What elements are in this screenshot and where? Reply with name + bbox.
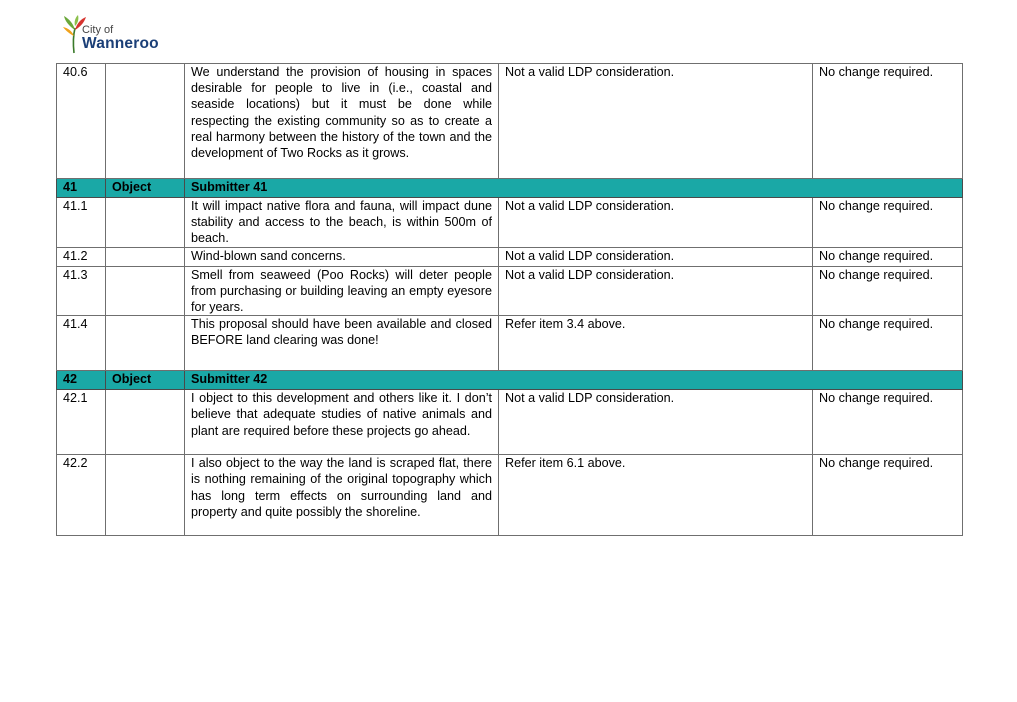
- item-comment: We understand the provision of housing in spaces desirable for people to live in (i.e., coastal and seaside locations) but it must be done while respecting the existing community so as to create a real harmony between the history of the town and the development of Two Rocks as it grows.: [185, 64, 499, 179]
- table-row: [57, 64, 963, 179]
- item-number: 41.3: [57, 266, 106, 316]
- item-outcome: No change required.: [813, 247, 963, 266]
- item-position: [106, 316, 185, 371]
- item-response: Not a valid LDP consideration.: [499, 390, 813, 455]
- item-number: 41.1: [57, 198, 106, 248]
- submitter-header-row: [57, 371, 963, 390]
- item-number: 42.2: [57, 455, 106, 536]
- city-of-wanneroo-logo: [62, 14, 172, 54]
- item-comment: I object to this development and others like it. I don’t believe that adequate studies of native animals and plant are required before these projects go ahead.: [185, 390, 499, 455]
- submitter-position: Object: [106, 371, 185, 390]
- submitter-position: Object: [106, 179, 185, 198]
- item-response: Not a valid LDP consideration.: [499, 247, 813, 266]
- item-comment: This proposal should have been available and closed BEFORE land clearing was done!: [185, 316, 499, 371]
- item-number: 41.2: [57, 247, 106, 266]
- submissions-table-body: [57, 64, 963, 536]
- item-comment: It will impact native flora and fauna, will impact dune stability and access to the beach, is within 500m of beach.: [185, 198, 499, 248]
- submitter-number: 42: [57, 371, 106, 390]
- item-response: Refer item 3.4 above.: [499, 316, 813, 371]
- item-number: 41.4: [57, 316, 106, 371]
- table-row: [57, 390, 963, 455]
- item-position: [106, 247, 185, 266]
- table-row: [57, 455, 963, 536]
- item-outcome: No change required.: [813, 64, 963, 179]
- table-row: [57, 316, 963, 371]
- table-row: [57, 247, 963, 266]
- item-outcome: No change required.: [813, 316, 963, 371]
- item-comment: I also object to the way the land is scraped flat, there is nothing remaining of the original topography which has long term effects on surrounding land and property and quite possibly the shoreline.: [185, 455, 499, 536]
- item-outcome: No change required.: [813, 198, 963, 248]
- item-position: [106, 455, 185, 536]
- item-response: Not a valid LDP consideration.: [499, 198, 813, 248]
- item-position: [106, 266, 185, 316]
- table-row: [57, 198, 963, 248]
- item-comment: Wind-blown sand concerns.: [185, 247, 499, 266]
- item-response: Refer item 6.1 above.: [499, 455, 813, 536]
- item-number: 40.6: [57, 64, 106, 179]
- submitter-title: Submitter 42: [185, 371, 963, 390]
- item-response: Not a valid LDP consideration.: [499, 266, 813, 316]
- submitter-number: 41: [57, 179, 106, 198]
- item-comment: Smell from seaweed (Poo Rocks) will deter people from purchasing or building leaving an empty eyesore for years.: [185, 266, 499, 316]
- submitter-title: Submitter 41: [185, 179, 963, 198]
- item-position: [106, 64, 185, 179]
- item-outcome: No change required.: [813, 390, 963, 455]
- table-row: [57, 266, 963, 316]
- item-position: [106, 390, 185, 455]
- submitter-header-row: [57, 179, 963, 198]
- logo-name-text: Wanneroo: [82, 35, 159, 52]
- item-outcome: No change required.: [813, 266, 963, 316]
- item-response: Not a valid LDP consideration.: [499, 64, 813, 179]
- logo-city-text: City of: [82, 24, 114, 36]
- submissions-table: [56, 63, 963, 536]
- item-outcome: No change required.: [813, 455, 963, 536]
- item-number: 42.1: [57, 390, 106, 455]
- item-position: [106, 198, 185, 248]
